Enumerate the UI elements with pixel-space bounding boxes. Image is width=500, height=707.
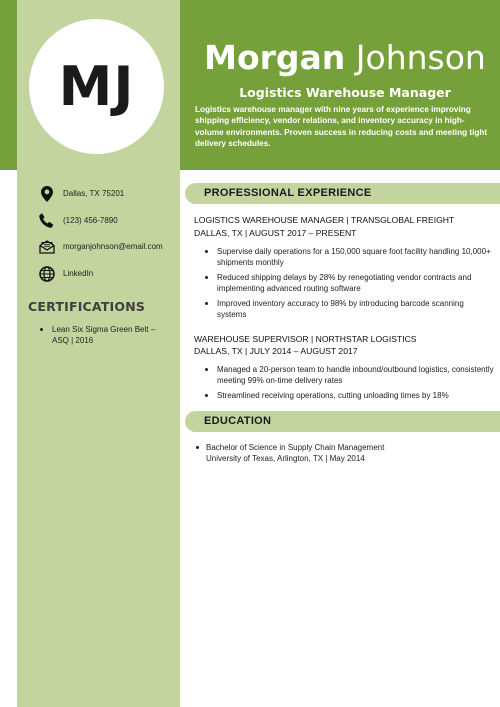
job-1-bullet: Reduced shipping delays by 28% by renegotiating vendor contracts and implementing advanced routing software — [205, 272, 495, 294]
job-1-title: LOGISTICS WAREHOUSE MANAGER | TRANSGLOBAL FREIGHT — [194, 215, 455, 225]
candidate-name — [200, 38, 490, 78]
last-name: Johnson — [355, 38, 486, 77]
location-text: Dallas, TX 75201 — [63, 189, 125, 198]
linkedin-link[interactable]: LinkedIn — [63, 269, 94, 278]
job-1-bullets — [205, 246, 495, 324]
globe-icon — [38, 265, 55, 282]
experience-heading: PROFESSIONAL EXPERIENCE — [204, 187, 372, 199]
job-2-bullets — [205, 364, 495, 405]
job-1-meta: DALLAS, TX | AUGUST 2017 – PRESENT — [194, 228, 357, 238]
profile-summary: Logistics warehouse manager with nine years of experience improving shipping efficiency, vendor relations, and inventory accuracy in high-volume environments. Proven success in reducing costs and meeting tight delivery schedules. — [195, 105, 488, 148]
job-2-meta: DALLAS, TX | JULY 2014 – AUGUST 2017 — [194, 346, 358, 356]
job-2-title: WAREHOUSE SUPERVISOR | NORTHSTAR LOGISTICS — [194, 334, 417, 344]
email-text[interactable]: morganjohnson@email.com — [63, 242, 163, 251]
contact-linkedin — [38, 265, 93, 282]
certification-item: Lean Six Sigma Green Belt – ASQ | 2016 — [39, 324, 167, 346]
certifications-heading: CERTIFICATIONS — [28, 299, 146, 314]
education-section-bar — [185, 411, 500, 432]
job-1-bullet: Supervise daily operations for a 150,000 square foot facility handling 10,000+ shipments monthly — [205, 246, 495, 268]
job-2-bullet: Streamlined receiving operations, cutting unloading times by 18% — [205, 390, 495, 401]
school: University of Texas, Arlington, TX | May 2014 — [206, 454, 365, 463]
phone-icon — [38, 212, 55, 229]
degree: Bachelor of Science in Supply Chain Management — [206, 443, 385, 452]
education-heading: EDUCATION — [204, 415, 272, 427]
experience-section-bar — [185, 183, 500, 204]
job-2-bullet: Managed a 20-person team to handle inbound/outbound logistics, consistently meeting 99% on-time delivery rates — [205, 364, 495, 386]
contact-phone — [38, 212, 118, 229]
email-icon — [38, 238, 55, 255]
monogram-initials: MJ — [58, 55, 135, 118]
first-name: Morgan — [204, 38, 346, 77]
location-pin-icon — [38, 185, 55, 202]
education-entry — [194, 442, 494, 464]
job-title: Logistics Warehouse Manager — [239, 85, 451, 100]
contact-email — [38, 238, 163, 255]
monogram-circle — [29, 19, 164, 154]
phone-text: (123) 456-7890 — [63, 216, 118, 225]
contact-location — [38, 185, 124, 202]
job-1-bullet: Improved inventory accuracy to 98% by introducing barcode scanning systems — [205, 298, 495, 320]
